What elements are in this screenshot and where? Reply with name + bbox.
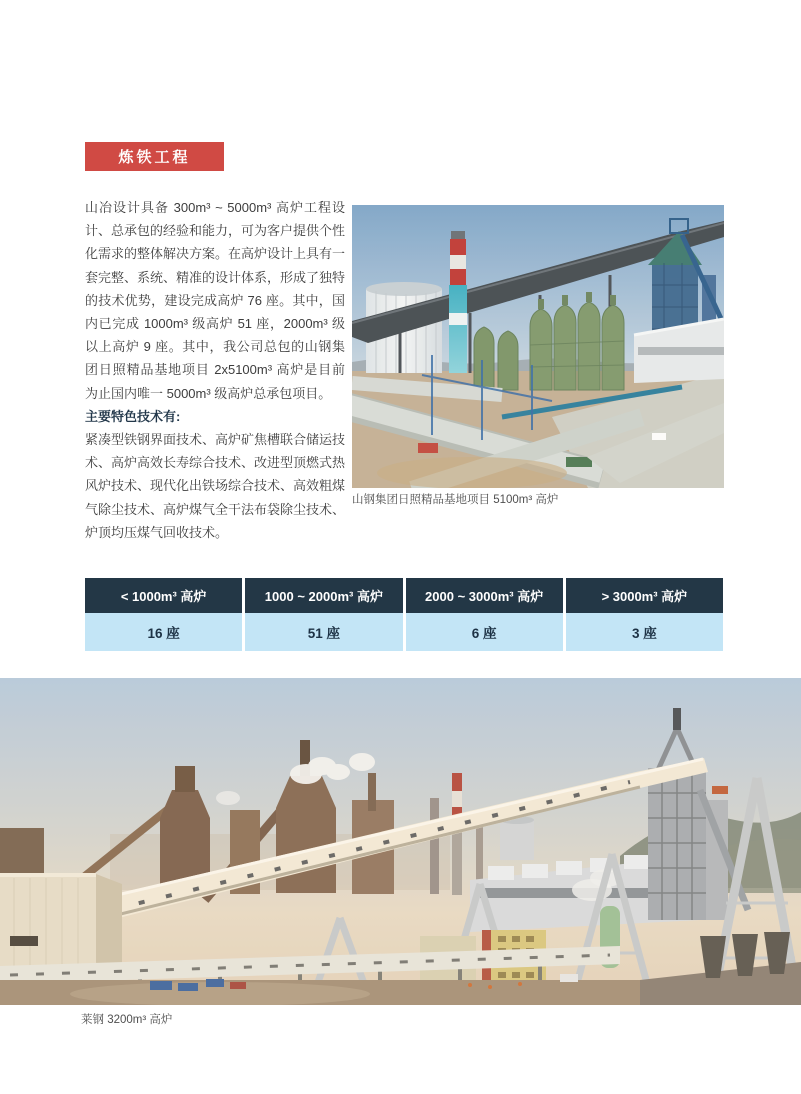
table-header-cell: > 3000m³ 高炉	[566, 578, 723, 613]
table-header-row	[85, 578, 723, 613]
table-value-row	[85, 613, 723, 651]
photo-laigang-illustration	[0, 678, 801, 1005]
photo-caption-rizhao: 山钢集团日照精品基地项目 5100m³ 高炉	[352, 494, 559, 506]
table-header-cell: 1000 ~ 2000m³ 高炉	[245, 578, 402, 613]
section-title-banner	[85, 142, 224, 171]
photo-caption-laigang: 莱钢 3200m³ 高炉	[81, 1014, 173, 1026]
tech-heading: 主要特色技术有:	[85, 408, 181, 424]
table-header-cell: 2000 ~ 3000m³ 高炉	[406, 578, 563, 613]
intro-text-column	[85, 196, 345, 544]
intro-paragraph: 山冶设计具备 300m³ ~ 5000m³ 高炉工程设计、总承包的经验和能力，可为客户提供个性化需求的整体解决方案。在高炉设计上具有一套完整、系统、精准的设计体系，形成了独特的技术优势，建设完成高炉 76 座。其中，国内已完成 1000m³ 级高炉 51 座，2000m³ 级以上高炉 9 座。其中，我公司总包的山钢集团日照精品基地项目 2x5100m³ 高炉是目前为止国内唯一 5000m³ 级高炉总承包项目。	[85, 200, 346, 401]
photo-laigang-blast-furnace	[0, 678, 801, 1005]
furnace-count-table	[85, 578, 723, 651]
table-value-cell: 16 座	[85, 613, 242, 651]
photo-rizhao-illustration	[352, 205, 724, 488]
table-value-cell: 3 座	[566, 613, 723, 651]
table-value-cell: 6 座	[406, 613, 563, 651]
table-header-cell: < 1000m³ 高炉	[85, 578, 242, 613]
section-title: 炼铁工程	[118, 149, 191, 166]
photo-rizhao-blast-furnace	[352, 205, 724, 488]
table-value-cell: 51 座	[245, 613, 402, 651]
tech-paragraph: 紧凑型铁钢界面技术、高炉矿焦槽联合储运技术、高炉高效长寿综合技术、改进型顶燃式热风炉技术、现代化出铁场综合技术、高效粗煤气除尘技术、高炉煤气全干法布袋除尘技术、炉顶均压煤气回收技术。	[85, 432, 346, 540]
